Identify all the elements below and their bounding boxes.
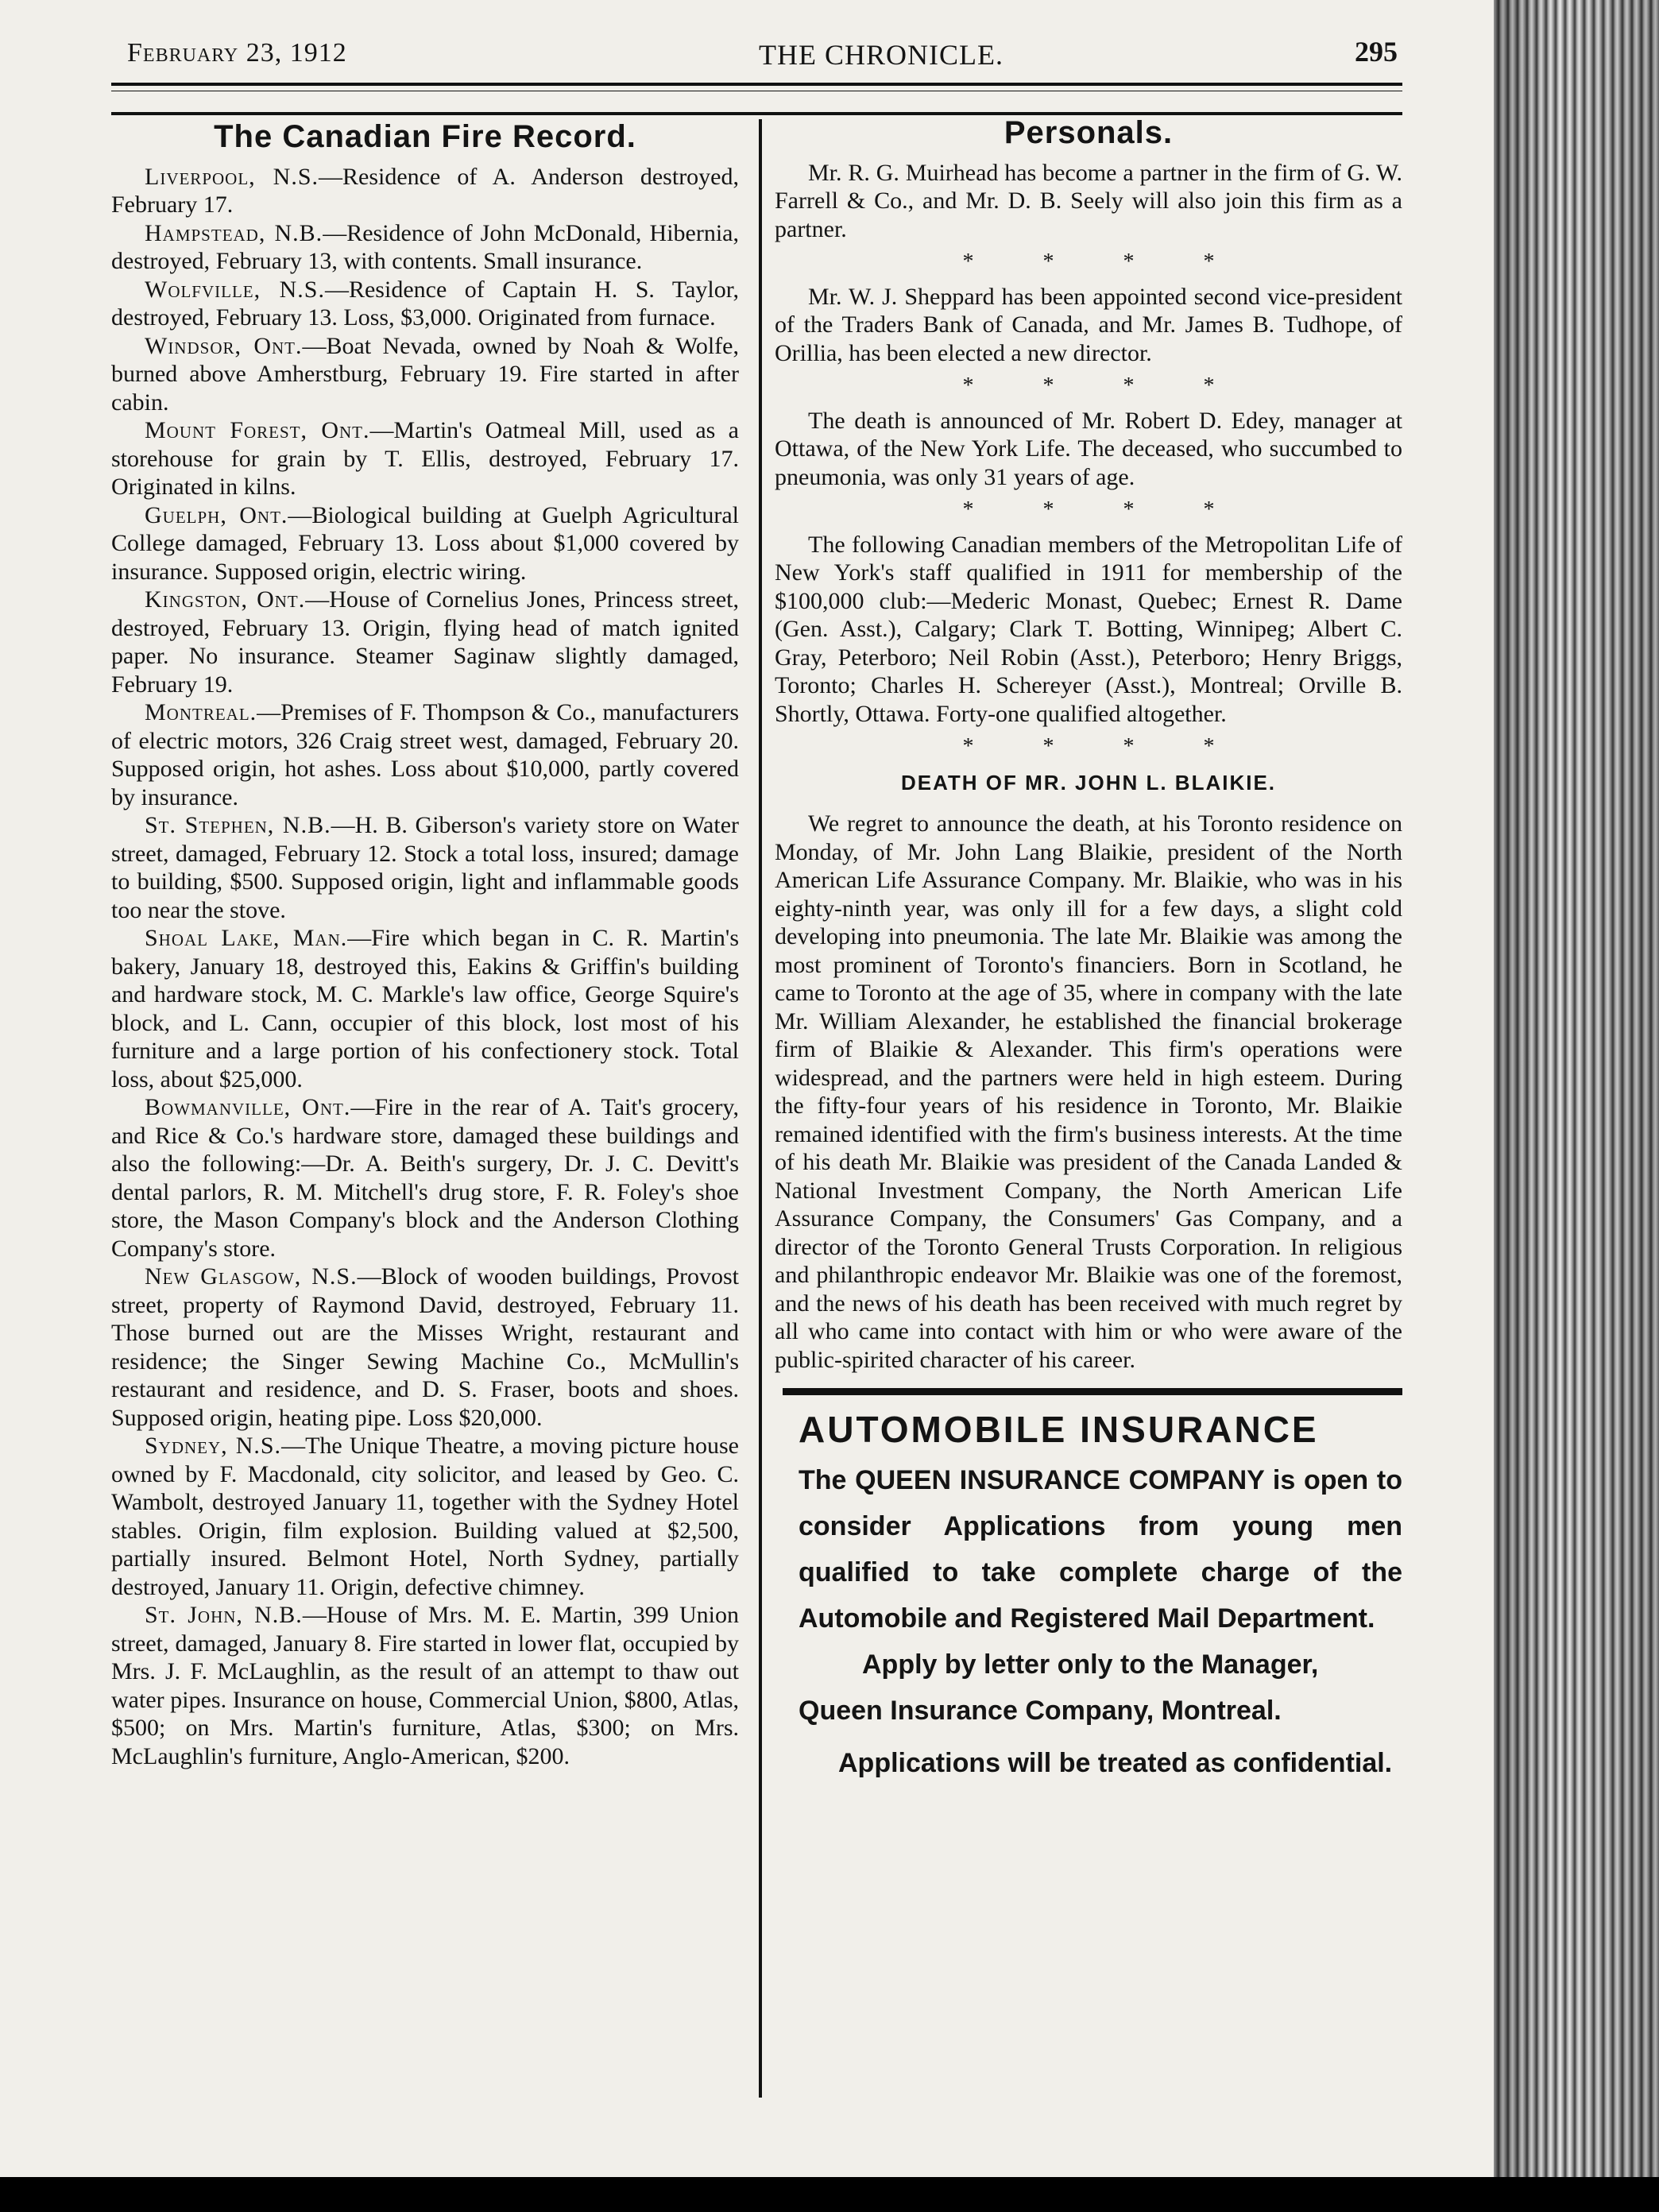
entry-text: —Biological building at Guelph Agricultural College damaged, February 13. Loss about $1,000 covered by insurance. Supposed origin, electric wiring. bbox=[111, 501, 739, 585]
fire-record-entry bbox=[111, 698, 739, 811]
entry-text: —The Unique Theatre, a moving picture house owned by F. Macdonald, city solicitor, and leased by Geo. C. Wambolt, destroyed January 11, together with the Sydney Hotel stables. Origin, film explosion. Building valued at $2,500, partially insured. Belmont Hotel, North Sydney, partially destroyed, January 11. Origin, defective chimney. bbox=[111, 1433, 740, 1600]
fire-record-entry bbox=[111, 811, 739, 924]
right-column bbox=[775, 115, 1402, 1786]
entry-text: —House of Cornelius Jones, Princess street, destroyed, February 13. Origin, flying head of match ignited paper. No insurance. Steamer Saginaw slightly damaged, February 19. bbox=[111, 586, 739, 698]
fire-record-entry bbox=[111, 219, 739, 276]
entry-place: Montreal. bbox=[145, 699, 257, 725]
entry-text: —House of Mrs. M. E. Martin, 399 Union street, damaged, January 8. Fire started in lower flat, occupied by Mrs. J. F. McLaughlin, as the result of an attempt to thaw out water pipes. Insurance on house, Commercial Union, $800, Atlas, $500; on Mrs. Martin's furniture, Atlas, $300; on Mrs. McLaughlin's furniture, Anglo-American, $200. bbox=[111, 1602, 740, 1769]
entry-text: —H. B. Giberson's variety store on Water street, damaged, February 12. Stock a total loss, insured; damage to building, $500. Supposed origin, light and inflammable goods too near the stove. bbox=[111, 812, 739, 923]
fire-record-entry bbox=[111, 416, 739, 501]
personal-item: The following Canadian members of the Metropolitan Life of New York's staff qualified in 1911 for membership of the $100,000 club:—Mederic Monast, Quebec; Ernest R. Dame (Gen. Asst.), Calgary; Clark T. Botting, Winnipeg; Albert C. Gray, Peterboro; Neil Robin (Asst.), Peterboro; Henry Briggs, Toronto; Charles H. Schereyer (Asst.), Montreal; Orville B. Shortly, Ottawa. Forty-one qualified altogether. bbox=[775, 531, 1402, 727]
fire-record-entry bbox=[111, 586, 739, 698]
fire-record-entry bbox=[111, 332, 739, 417]
entry-text: —Block of wooden buildings, Provost street, property of Raymond David, destroyed, February 11. Those burned out are the Misses Wright, restaurant and residence; the Singer Sewing Machine Co., McMullin's restaurant and residence, and D. S. Fraser, boots and shoes. Supposed origin, heating pipe. Loss $20,000. bbox=[111, 1263, 740, 1431]
entry-place: Sydney, N.S. bbox=[145, 1433, 282, 1459]
fire-record-entry bbox=[111, 1093, 739, 1263]
advertisement-body: The QUEEN INSURANCE COMPANY is open to consider Applications from young men qualified to take complete charge of the Automobile and Registered Mail Department. bbox=[799, 1464, 1402, 1634]
entry-text: —Fire which began in C. R. Martin's bakery, January 18, destroyed this, Eakins & Griffin's building and hardware stock, M. C. Markle's law office, George Squire's block, and L. Cann, occupier of this block, lost most of his furniture and a large portion of his confectionery stock. Total loss, about $25,000. bbox=[111, 925, 740, 1092]
fire-record-entry bbox=[111, 924, 739, 1093]
advertisement-title: AUTOMOBILE INSURANCE bbox=[799, 1409, 1319, 1450]
entry-text: —Residence of A. Anderson destroyed, February 17. bbox=[111, 163, 739, 218]
issue-date: February 23, 1912 bbox=[127, 38, 347, 68]
section-separator: * * * * bbox=[962, 497, 1247, 522]
section-separator: * * * * bbox=[962, 373, 1247, 398]
fire-record-entry bbox=[111, 276, 739, 332]
personals-title: Personals. bbox=[1004, 115, 1174, 150]
advertisement-rule bbox=[783, 1388, 1402, 1395]
entry-text: —Residence of John McDonald, Hibernia, destroyed, February 13, with contents. Small insurance. bbox=[111, 219, 739, 274]
obituary-title: DEATH OF MR. JOHN L. BLAIKIE. bbox=[900, 770, 1277, 795]
entry-place: Hampstead, N.B. bbox=[145, 219, 323, 246]
entry-place: St. John, N.B. bbox=[145, 1602, 303, 1628]
entry-place: Bowmanville, Ont. bbox=[145, 1094, 351, 1120]
page-edge-shadow bbox=[1494, 0, 1659, 2212]
section-separator: * * * * bbox=[962, 734, 1247, 759]
personal-item: Mr. W. J. Sheppard has been appointed second vice-president of the Traders Bank of Canada, and Mr. James B. Tudhope, of Orillia, has been elected a new director. bbox=[775, 283, 1402, 366]
personal-item: The death is announced of Mr. Robert D. Edey, manager at Ottawa, of the New York Life. The deceased, who succumbed to pneumonia, was only 31 years of age. bbox=[775, 407, 1402, 490]
entry-place: New Glasgow, N.S. bbox=[145, 1263, 358, 1290]
apply-line-2: Queen Insurance Company, Montreal. bbox=[799, 1695, 1282, 1726]
entry-place: St. Stephen, N.B. bbox=[145, 812, 331, 838]
apply-line-1: Apply by letter only to the Manager, bbox=[862, 1649, 1319, 1680]
header-rule bbox=[111, 83, 1402, 86]
page-header bbox=[127, 30, 1398, 78]
header-rule-lower bbox=[111, 112, 1402, 115]
entry-text: —Residence of Captain H. S. Taylor, destroyed, February 13. Loss, $3,000. Originated from furnace. bbox=[111, 276, 740, 331]
fire-record-entry bbox=[111, 1263, 739, 1432]
scan-border bbox=[0, 2177, 1659, 2212]
entry-place: Kingston, Ont. bbox=[145, 586, 306, 613]
publication-title: THE CHRONICLE. bbox=[759, 39, 1004, 71]
fire-record-entry bbox=[111, 1601, 739, 1770]
entry-place: Windsor, Ont. bbox=[145, 332, 303, 359]
entry-text: —Boat Nevada, owned by Noah & Wolfe, burned above Amherstburg, February 19. Fire started in after cabin. bbox=[111, 332, 739, 416]
entry-text: —Fire in the rear of A. Tait's grocery, and Rice & Co.'s hardware store, damaged these buildings and also the following:—Dr. A. Beith's surgery, Dr. J. C. Devitt's dental parlors, R. M. Mitchell's drug store, F. R. Foley's shoe store, the Mason Company's block and the Anderson Clothing Company's store. bbox=[111, 1094, 739, 1262]
entry-text: —Premises of F. Thompson & Co., manufacturers of electric motors, 326 Craig street west, damaged, February 20. Supposed origin, hot ashes. Loss about $10,000, partly covered by insurance. bbox=[111, 699, 739, 810]
advertisement bbox=[775, 1409, 1402, 1786]
column-divider bbox=[759, 119, 762, 2098]
entry-place: Guelph, Ont. bbox=[145, 501, 288, 528]
fire-record-entries bbox=[111, 163, 739, 1771]
fire-record-entry bbox=[111, 501, 739, 586]
entry-text: —Martin's Oatmeal Mill, used as a storehouse for grain by T. Ellis, destroyed, February 17. Originated in kilns. bbox=[111, 417, 739, 500]
page-number: 295 bbox=[1355, 36, 1398, 68]
personal-item: Mr. R. G. Muirhead has become a partner in the firm of G. W. Farrell & Co., and Mr. D. B. Seely will also join this firm as a partner. bbox=[775, 159, 1402, 242]
entry-place: Liverpool, N.S. bbox=[145, 163, 319, 190]
entry-place: Mount Forest, Ont. bbox=[145, 417, 370, 443]
section-separator: * * * * bbox=[962, 249, 1247, 274]
fire-record-column bbox=[111, 119, 740, 1770]
entry-place: Wolfville, N.S. bbox=[145, 276, 325, 303]
fire-record-title: The Canadian Fire Record. bbox=[214, 119, 636, 154]
fire-record-entry bbox=[111, 1432, 739, 1601]
obituary-text: We regret to announce the death, at his Toronto residence on Monday, of Mr. John Lang Blaikie, president of the North American Life Assurance Company. Mr. Blaikie, who was in his eighty-ninth year, was only ill for a few days, a slight cold developing into pneumonia. The late Mr. Blaikie was among the most prominent of Toronto's financiers. Born in Scotland, he came to Toronto at the age of 35, where in company with the late Mr. William Alexander, he established the financial brokerage firm of Blaikie & Alexander. This firm's operations were widespread, and the partners were held in high esteem. During the fifty-four years of his residence in Toronto, Mr. Blaikie remained identified with the firm's business interests. At the time of his death Mr. Blaikie was president of the Canada Landed & National Investment Company, the North American Life Assurance Company, the Consumers' Gas Company, and a director of the Toronto General Trusts Corporation. In religious and philanthropic endeavor Mr. Blaikie was one of the foremost, and the news of his death has been received with much regret by all who came into contact with him or who were aware of the public-spirited character of his career. bbox=[775, 810, 1402, 1373]
advertisement-apply bbox=[799, 1642, 1402, 1734]
fire-record-entry bbox=[111, 163, 739, 219]
advertisement-confidential: Applications will be treated as confidential. bbox=[838, 1747, 1393, 1778]
entry-place: Shoal Lake, Man. bbox=[145, 925, 348, 951]
